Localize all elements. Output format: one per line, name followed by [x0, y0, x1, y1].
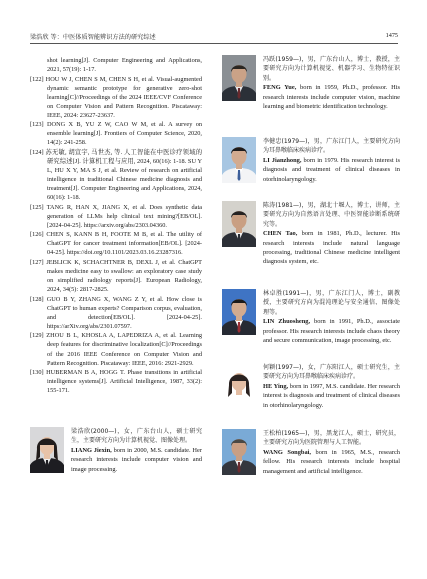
page-number: 1475	[385, 32, 398, 39]
reference-item: shot learning[J]. Computer Engineering and Applications, 2021, 57(19): 1-17.	[47, 57, 202, 74]
author-bio	[222, 137, 400, 197]
reference-item: [124] 苏无敏, 胡宣宇, 马世杰, 等. 人工智能在中医诊疗领域的研究综述[J]. 计算机工程与应用, 2024, 60(16): 1-18. SU Y L, HU X Y, MA S J, et al. Review of research on artificial intelligence in traditional Chinese medicine diagnosis and treatment[J]. Computer Engineering and Applications, 2024, 60(16): 1-18.	[30, 148, 203, 202]
running-title: 梁浩欣 等：中医体质智能辨识方法的研究综述	[30, 34, 156, 41]
reference-item: [130] HUBERMAN B A, HOGG T. Phase transitions in artificial intelligence systems[J]. Artificial Intelligence, 1987, 33(2): 155-171.	[30, 369, 202, 395]
bio-text: 林卓胜(1991—)，男，广东江门人，博士，副教授，主要研究方向为混沌理论与安全通信、图像处理等。 LIN Zhuosheng, born in 1991, Ph.D., associate professor. His research interests include chaos theory and secure communication, image processing, etc.	[263, 290, 400, 345]
bio-text: 陈涛(1981—)，男，湖北十堰人，博士，讲师，主要研究方向为自然语言处理、中医智能诊断系统研究等。 CHEN Tao, born in 1981, Ph.D., lecturer. His research interests include natural language processing, traditional Chinese medicine intelligent diagnosis system, etc.	[263, 202, 401, 266]
author-bio	[30, 427, 202, 497]
author-photo	[222, 137, 256, 183]
bio-text: 李健忠(1979—)，男，广东江门人，主要研究方向为耳鼻喉临床疾病诊疗。 LI Jianzhong, born in 1979. His research interest is diagnosis and treatment of clinical diseases in otorhinolaryngology.	[263, 138, 400, 183]
reference-list	[30, 56, 202, 396]
reference-item: [125] TANG R, HAN X, JIANG X, et al. Does synthetic data generation of LLMs help clinical text mining?[EB/OL]. [2024-04-25]. https://arxiv.org/abs/2303.04360.	[30, 203, 202, 229]
reference-item: [122] HOU W J, CHEN S M, CHEN S H, et al. Visual-augmented dynamic semantic prototype for generative zero-shot learning[C]//Proceedings of the 2024 IEEE/CVF Conference on Computer Vision and Pattern Recognition. Piscataway: IEEE, 2024: 23627-23637.	[30, 75, 202, 119]
reference-item: [126] CHEN S, KANN B H, FOOTE M B, et al. The utility of ChatGPT for cancer treatment information[EB/OL]. [2024-04-25]. https://doi.org/10.1101/2023.03.16.23287316.	[30, 231, 202, 257]
reference-item: [129] ZHOU B L, KHOSLA A, LAPEDRIZA A, et al. Learning deep features for discriminative localization[C]//Proceedings of the 2016 IEEE Conference on Computer Vision and Pattern Recognition. Piscataway: IEEE, 2016: 2921-2929.	[30, 332, 202, 367]
page-header	[30, 30, 398, 44]
reference-item: [127] JEBLICK K, SCHACHTNER B, DEXL J, et al. ChatGPT makes medicine easy to swallow: an exploratory case study on simplified radiology reports[J]. European Radiology, 2024, 34(5): 2817-2825.	[30, 259, 202, 294]
author-photo	[222, 363, 256, 409]
author-photo	[222, 429, 256, 475]
author-bio	[222, 363, 400, 435]
author-bio	[222, 289, 400, 369]
bio-text: 王松柏(1965—)，男，黑龙江人，硕士，研究员，主要研究方向为医院管理与人工智能。 WANG Songbai, born in 1965, M.S., research fellow. His research interests include hospital management and artificial intelligence.	[263, 430, 400, 475]
reference-item: [123] DONG X B, YU Z W, CAO W M, et al. A survey on ensemble learning[J]. Frontiers of Computer Science, 2020, 14(2): 241-258.	[30, 121, 202, 147]
author-photo	[222, 201, 256, 247]
author-photo	[222, 289, 256, 335]
author-bio	[222, 201, 400, 281]
bio-text: 梁浩欣(2000—)，女，广东台山人，硕士研究生，主要研究方向为计算机视觉、图像处理。 LIANG Jiexin, born in 2000, M.S. candidate. Her research interests include computer vision and image processing.	[71, 428, 202, 473]
author-photo	[30, 427, 64, 473]
bio-text: 何颖(1997—)，女，广东阳江人，硕士研究生，主要研究方向为耳鼻喉临床疾病诊疗。 HE Ying, born in 1997, M.S. candidate. Her research interest is diagnosis and treatment of clinical diseases in otorhinolaryngology.	[263, 364, 400, 409]
author-bio	[222, 429, 400, 499]
reference-item: [128] GUO B Y, ZHANG X, WANG Z Y, et al. How close is ChatGPT to human experts? Comparison corpus, evaluation, and detection[EB/OL]. [2024-04-25]. https://arXiv.org/abs/2301.07597.	[30, 295, 202, 330]
author-photo	[222, 55, 256, 101]
bio-text: 冯跃(1959—)，男，广东台山人，博士，教授，主要研究方向为计算机视觉、机器学习、生物特征识别。 FENG Yue, born in 1959, Ph.D., professor. His research interests include computer vision, machine learning and biometric identification technology.	[263, 56, 400, 111]
